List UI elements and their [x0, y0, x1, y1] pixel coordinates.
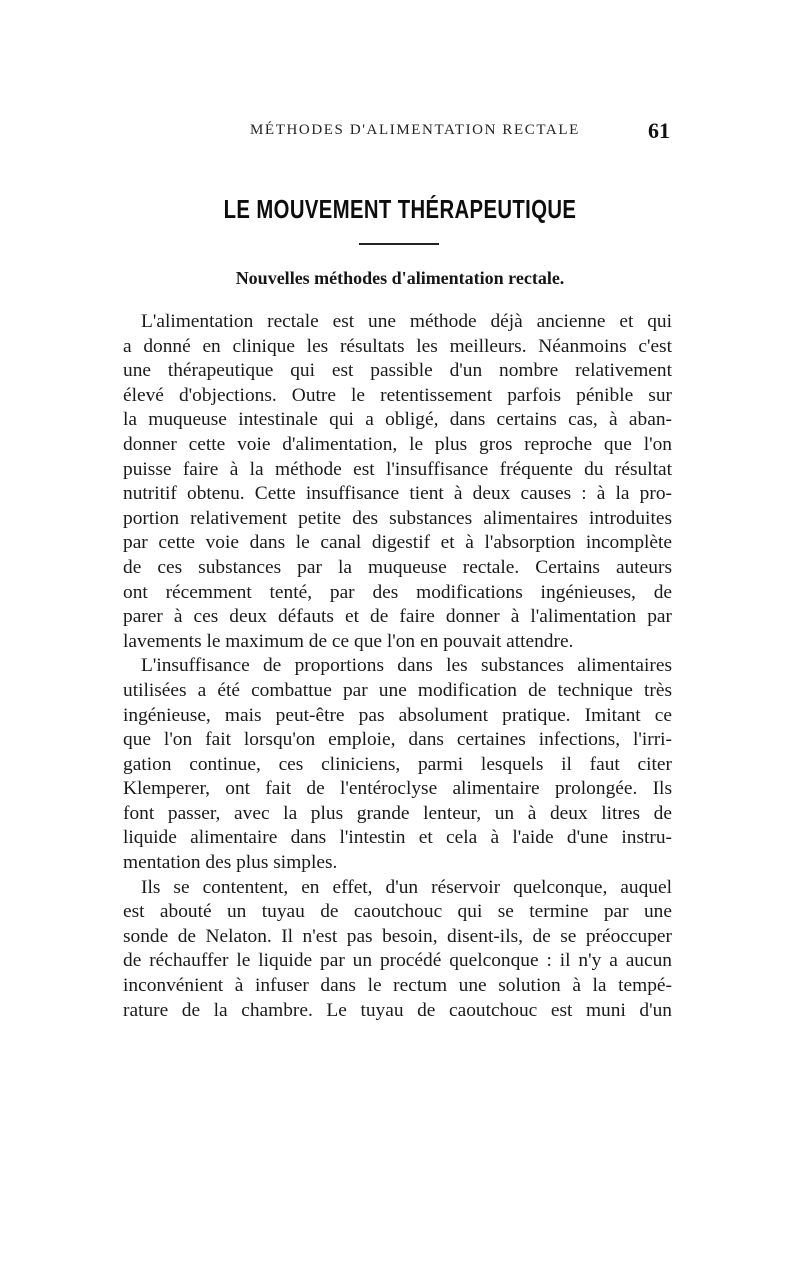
text-line: ont récemment tenté, par des modifications ingénieuses, de: [123, 581, 672, 603]
text-line: donner cette voie d'alimentation, le plus gros reproche que l'on: [123, 433, 672, 455]
text-line: ingénieuse, mais peut-être pas absolument pratique. Imitant ce: [123, 704, 672, 726]
text-line: lavements le maximum de ce que l'on en pouvait attendre.: [123, 630, 574, 652]
title-divider: [359, 243, 439, 245]
subheading: Nouvelles méthodes d'alimentation rectale.: [235, 268, 565, 288]
text-line: gation continue, ces cliniciens, parmi lesquels il faut citer: [123, 753, 672, 775]
text-line: liquide alimentaire dans l'intestin et cela à l'aide d'une instru-: [123, 827, 672, 849]
running-title: MÉTHODES D'ALIMENTATION RECTALE: [250, 122, 580, 138]
text-line: utilisées a été combattue par une modification de technique très: [123, 679, 672, 701]
paragraph-1: [123, 310, 672, 654]
text-line: sonde de Nelaton. Il n'est pas besoin, disent-ils, de se préoccuper: [123, 925, 672, 947]
text-line: nutritif obtenu. Cette insuffisance tient à deux causes : à la pro-: [123, 483, 672, 505]
text-line: Klemperer, ont fait de l'entéroclyse alimentaire prolongée. Ils: [123, 778, 672, 800]
body-text: [123, 310, 672, 1023]
text-line: font passer, avec la plus grande lenteur, un à deux litres de: [123, 802, 672, 824]
text-line: une thérapeutique qui est passible d'un nombre relativement: [123, 360, 672, 382]
text-line: L'insuffisance de proportions dans les substances alimentaires: [141, 655, 672, 677]
text-line: de réchauffer le liquide par un procédé quelconque : il n'y a aucun: [123, 950, 672, 972]
page-number: 61: [648, 118, 670, 143]
text-line: portion relativement petite des substances alimentaires introduites: [123, 507, 672, 529]
text-line: élevé d'objections. Outre le retentissement parfois pénible sur: [123, 384, 672, 406]
text-line: que l'on fait lorsqu'on emploie, dans certaines infections, l'irri-: [123, 729, 672, 751]
text-line: puisse faire à la méthode est l'insuffisance fréquente du résultat: [123, 458, 672, 480]
text-line: de ces substances par la muqueuse rectale. Certains auteurs: [123, 556, 672, 578]
text-line: L'alimentation rectale est une méthode déjà ancienne et qui: [141, 311, 672, 332]
text-line: la muqueuse intestinale qui a obligé, dans certains cas, à aban-: [123, 409, 672, 431]
text-line: parer à ces deux défauts et de faire donner à l'alimentation par: [123, 606, 672, 628]
text-line: Ils se contentent, en effet, d'un réservoir quelconque, auquel: [141, 876, 672, 898]
text-line: a donné en clinique les résultats les meilleurs. Néanmoins c'est: [123, 335, 672, 357]
section-title: LE MOUVEMENT THÉRAPEUTIQUE: [223, 194, 577, 224]
paragraph-3: [123, 876, 672, 1024]
text-line: inconvénient à infuser dans le rectum une solution à la tempé-: [123, 975, 672, 997]
text-line: mentation des plus simples.: [123, 852, 338, 874]
text-line: rature de la chambre. Le tuyau de caoutchouc est muni d'un: [123, 999, 672, 1021]
text-line: par cette voie dans le canal digestif et à l'absorption incomplète: [123, 532, 672, 554]
running-header: [0, 118, 800, 148]
text-line: est abouté un tuyau de caoutchouc qui se termine par une: [123, 901, 672, 923]
paragraph-2: [123, 654, 672, 875]
